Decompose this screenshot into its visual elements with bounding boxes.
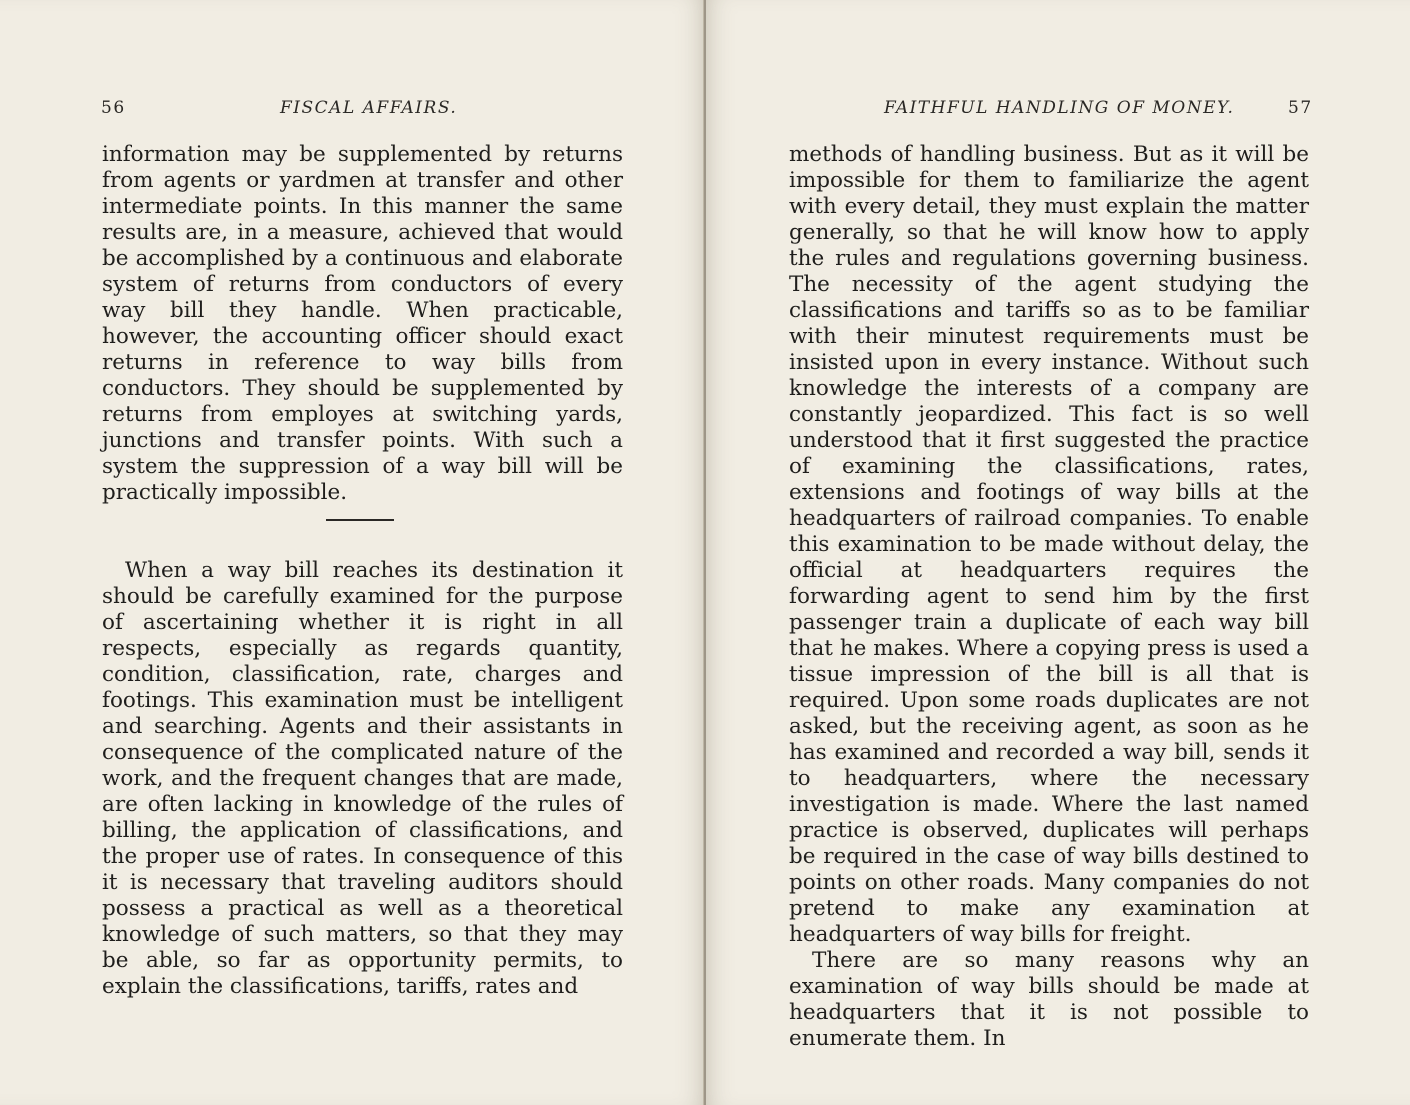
section-divider <box>326 519 394 521</box>
paragraph: When a way bill reaches its destination it should be carefully examined for the purpose of ascertaining whether it is right in all respects, especially as regards quantity, condition, classification, rate, charges and footings. This examination must be intelligent and searching. Agents and their assistants in consequence of the complicated nature of the work, and the frequent changes that are made, are often lacking in knowledge of the rules of billing, the application of classifications, and the proper use of rates. In consequence of this it is necessary that traveling auditors should possess a practical as well as a theoretical knowledge of such matters, so that they may be able, so far as opportunity permits, to explain the classifications, tariffs, rates and <box>102 558 623 999</box>
paragraph: information may be supplemented by returns from agents or yardmen at transfer and other intermediate points. In this manner the same results are, in a measure, achieved that would be accomplished by a continuous and elaborate system of returns from conductors of every way bill they handle. When practicable, however, the accounting officer should exact returns in reference to way bills from conductors. They should be supplemented by returns from employes at switching yards, junctions and transfer points. With such a system the suppression of a way bill will be practically impossible. <box>102 142 623 505</box>
left-paragraph-2-block <box>102 558 623 1000</box>
page-number: 57 <box>1288 98 1313 118</box>
left-page <box>0 0 704 1105</box>
right-text-block <box>789 142 1309 1052</box>
paragraph: There are so many reasons why an examination of way bills should be made at headquarters that it is not possible to enumerate them. In <box>789 948 1309 1051</box>
left-paragraph-1-block <box>102 142 623 506</box>
right-page <box>706 0 1410 1105</box>
page-number: 56 <box>101 98 126 118</box>
running-head: FAITHFUL HANDLING OF MONEY. <box>884 98 1235 118</box>
paragraph: methods of handling business. But as it will be impossible for them to familiarize the agent with every detail, they must explain the matter generally, so that he will know how to apply the rules and regulations governing business. The necessity of the agent studying the classifications and tariffs so as to be familiar with their minutest requirements must be insisted upon in every instance. Without such knowledge the interests of a company are constantly jeopardized. This fact is so well understood that it first suggested the practice of examining the classifications, rates, extensions and footings of way bills at the headquarters of railroad companies. To enable this examination to be made without delay, the official at headquarters requires the forwarding agent to send him by the first passenger train a duplicate of each way bill that he makes. Where a copying press is used a tissue impression of the bill is all that is required. Upon some roads duplicates are not asked, but the receiving agent, as soon as he has examined and recorded a way bill, sends it to headquarters, where the necessary investigation is made. Where the last named practice is observed, duplicates will perhaps be required in the case of way bills destined to points on other roads. Many companies do not pretend to make any examination at headquarters of way bills for freight. <box>789 142 1309 947</box>
running-head: FISCAL AFFAIRS. <box>280 98 458 118</box>
